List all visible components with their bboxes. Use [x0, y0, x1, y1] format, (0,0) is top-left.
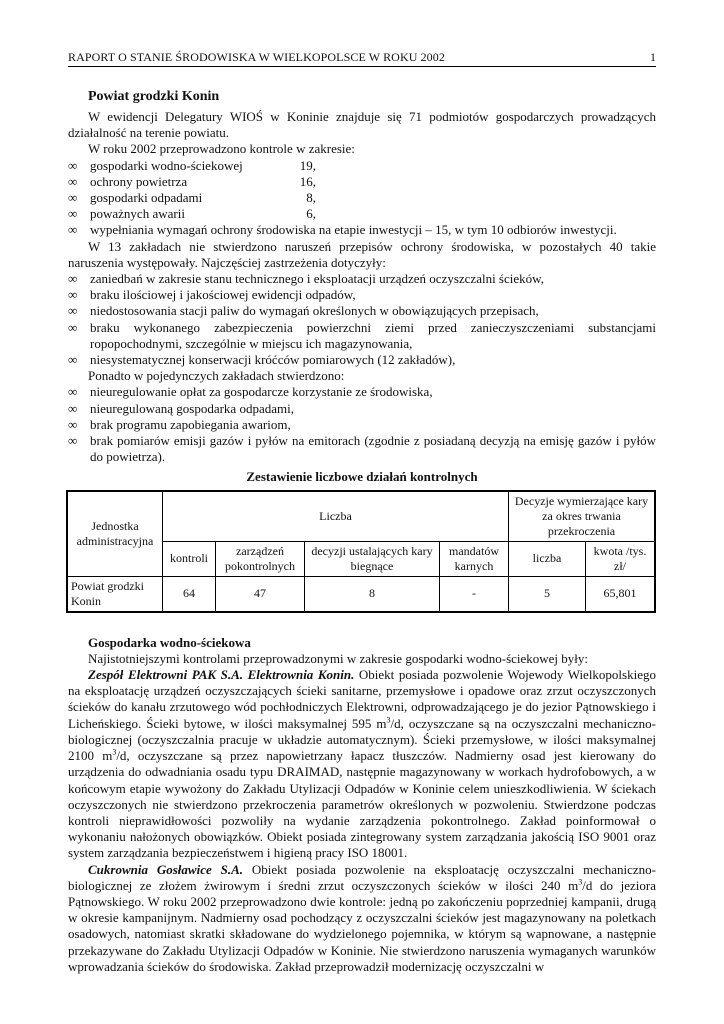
controls-intro: W roku 2002 przeprowadzono kontrole w zakresie:	[88, 141, 355, 157]
control-value: 16,	[299, 173, 316, 189]
control-value: 6,	[306, 206, 316, 222]
control-label: gospodarki wodno-ściekowej	[90, 157, 243, 173]
control-value: 8,	[306, 190, 316, 206]
paragraph-goslawice: Cukrownia Gosławice S.A. Obiekt posiada pozwolenie na eksploatację oczyszczalni mechaniczno-biologicznej ze złożem żwirowym i średni zrzut oczyszczonych ścieków w ilości 240 $m^3/d$ do jeziora Pątnowskiego. W roku 2002 przeprowadzono dwie kontrole: jedną po zakończeniu poprzedniej kampanii, drugą w okresie kampanijnym. Nadmierny osad pochodzący z oczyszczalni ścieków jest magazynowany na poletkach osadowych, natomiast skratki składowane do wydzielonego pojemnika, w którym są wapnowane, a następnie przekazywane do Zakładu Utylizacji Odpadów w Koninie. Nie stwierdzono naruszenia wymaganych warunków wprowadzania ścieków do środowiska. Zakład przeprowadził modernizację oczyszczalni w	[68, 861, 656, 974]
list-item: ∞ nieuregulowaną gospodarka odpadami,	[68, 400, 294, 416]
sub-kwota: kwota /tys. zł/	[586, 541, 656, 576]
sub-decyzji: decyzji ustalających kary biegnące	[305, 541, 440, 576]
sub-mandatow: mandatów karnych	[440, 541, 509, 576]
running-header	[68, 46, 656, 67]
cell-mandatow: -	[440, 576, 509, 612]
cell-liczba: 5	[509, 576, 586, 612]
control-label: ochrony powietrza	[90, 173, 188, 189]
list-item	[68, 222, 656, 238]
cell-kontroli: 64	[163, 576, 216, 612]
control-label: poważnych awarii	[90, 206, 185, 222]
additional-list	[68, 384, 656, 465]
additional-intro: Ponadto w pojedynczych zakładach stwierdzono:	[88, 368, 345, 384]
cell-decyzji: 8	[305, 576, 440, 612]
infinity-bullet-icon: ∞	[68, 190, 78, 206]
sub-zarzadzen: zarządzeń pokontrolnych	[216, 541, 305, 576]
infinity-bullet-icon: ∞	[68, 416, 78, 432]
header-title: RAPORT O STANIE ŚRODOWISKA W WIELKOPOLSCE W ROKU 2002	[68, 50, 445, 64]
infinity-bullet-icon: ∞	[68, 173, 78, 189]
sub-liczba: liczba	[509, 541, 586, 576]
violations-list	[68, 271, 656, 368]
infinity-bullet-icon: ∞	[68, 433, 78, 449]
infinity-bullet-icon: ∞	[68, 400, 78, 416]
paragraph-pak: Zespół Elektrowni PAK S.A. Elektrownia Konin. Obiekt posiada pozwolenie Wojewody Wielkopolskiego na eksploatację urządzeń oczyszczających ścieki sanitarne, przemysłowe i opadowe oraz zrzut oczyszczonych ścieków do kanału zrzutowego wód pochłodniczych Elektrowni, odprowadzającego je do jezior Pątnowskiego i Licheńskiego. Ścieki bytowe, w ilości maksymalnej 595 $m^3/d$, oczyszczane są na oczyszczalni mechaniczno-biologicznej (oczyszczalnia pracuje w układzie automatycznym). Ścieki przemysłowe, w ilości maksymalnej 2100 $m^3/d$, oczyszczane są przez napowietrzany łapacz tłuszczów. Nadmierny osad jest kierowany do urządzenia do odwadniania osadu typu DRAIMAD, następnie magazynowany w workach hydrofobowych, a w końcowym etapie wywożony do Zakładu Utylizacji Odpadów w Koninie celem unieszkodliwienia. W ściekach oczyszczonych nie stwierdzono przekroczenia parametrów określonych w pozwoleniu. Stwierdzone podczas kontroli nieprawidłowości pozwoliły na wydanie zarządzenia pokontrolnego. Zakład poinformował o wykonaniu nałożonych obowiązków. Obiekt posiada zintegrowany system zarządzania jakością ISO 9001 oraz system zarządzania bezpieczeństwem i higieną pracy ISO 18001.	[68, 667, 657, 861]
list-item: ∞ nieuregulowanie opłat za gospodarcze korzystanie ze środowiska,	[68, 384, 433, 400]
list-item: ∞ brak programu zapobiegania awariom,	[68, 416, 291, 432]
infinity-bullet-icon: ∞	[68, 271, 78, 287]
infinity-bullet-icon: ∞	[68, 287, 78, 303]
control-stats-table	[66, 490, 656, 613]
list-item: ∞ brak pomiarów emisji gazów i pyłów na emitorach (zgodnie z posiadaną decyzją na emisję gazów i pyłów do powietrza).	[68, 433, 656, 465]
list-item: ∞ zaniedbań w zakresie stanu technicznego i eksploatacji urządzeń oczyszczalni ścieków,	[68, 271, 544, 287]
page-number: 1	[650, 50, 656, 64]
list-item	[68, 158, 656, 174]
infinity-bullet-icon: ∞	[68, 222, 78, 238]
control-value: 19,	[299, 157, 316, 173]
infinity-bullet-icon: ∞	[68, 319, 78, 335]
infinity-bullet-icon: ∞	[68, 206, 78, 222]
cell-zarzadzen: 47	[216, 576, 305, 612]
body-text	[68, 109, 656, 975]
table-title: Zestawienie liczbowe działań kontrolnych	[246, 469, 478, 485]
infinity-bullet-icon: ∞	[68, 303, 78, 319]
control-last: wypełniania wymagań ochrony środowiska na etapie inwestycji – 15, w tym 10 odbiorów inwestycji.	[90, 222, 617, 238]
list-item	[68, 174, 656, 190]
table-header-row	[67, 491, 655, 542]
list-item	[68, 190, 656, 206]
infinity-bullet-icon: ∞	[68, 352, 78, 368]
col-liczba-header: Liczba	[163, 491, 509, 542]
table-row	[67, 576, 655, 612]
paragraph-lead: Zespół Elektrowni PAK S.A. Elektrownia Konin.	[88, 667, 355, 683]
water-intro: Najistotniejszymi kontrolami przeprowadzonymi w zakresie gospodarki wodno-ściekowej były:	[88, 650, 589, 666]
list-item: ∞ niedostosowania stacji paliw do wymagań określonych w obowiązujących przepisach,	[68, 303, 539, 319]
list-item: ∞ braku ilościowej i jakościowej ewidencji odpadów,	[68, 287, 356, 303]
control-label: gospodarki odpadami	[90, 190, 203, 206]
intro-paragraph: W ewidencji Delegatury WIOŚ w Koninie znajduje się 71 podmiotów gospodarczych prowadzących działalność na terenie powiatu.	[68, 109, 656, 141]
controls-list	[68, 158, 656, 239]
subsection-title: Gospodarka wodno-ściekowa	[88, 634, 251, 650]
violations-paragraph: W 13 zakładach nie stwierdzono naruszeń przepisów ochrony środowiska, w pozostałych 40 takie naruszenia występowały. Najczęściej zastrzeżenia dotyczyły:	[68, 238, 656, 270]
cell-unit: Powiat grodzki Konin	[67, 576, 163, 612]
sub-kontroli: kontroli	[163, 541, 216, 576]
list-item: ∞ niesystematycznej konserwacji króćców pomiarowych (12 zakładów),	[68, 352, 456, 368]
col-unit-header: Jednostka administracyjna	[67, 491, 163, 577]
section-title: Powiat grodzki Konin	[88, 89, 220, 104]
infinity-bullet-icon: ∞	[68, 157, 78, 173]
cell-kwota: 65,801	[586, 576, 656, 612]
list-item: ∞ braku wykonanego zabezpieczenia powierzchni ziemi przed zanieczyszczeniami substancjami ropopochodnymi, szczególnie w miejscu ich magazynowania,	[68, 319, 656, 351]
col-decyzje-header: Decyzje wymierzające kary za okres trwania przekroczenia	[509, 491, 656, 542]
paragraph-lead: Cukrownia Gosławice S.A.	[88, 861, 244, 877]
list-item	[68, 206, 656, 222]
infinity-bullet-icon: ∞	[68, 384, 78, 400]
